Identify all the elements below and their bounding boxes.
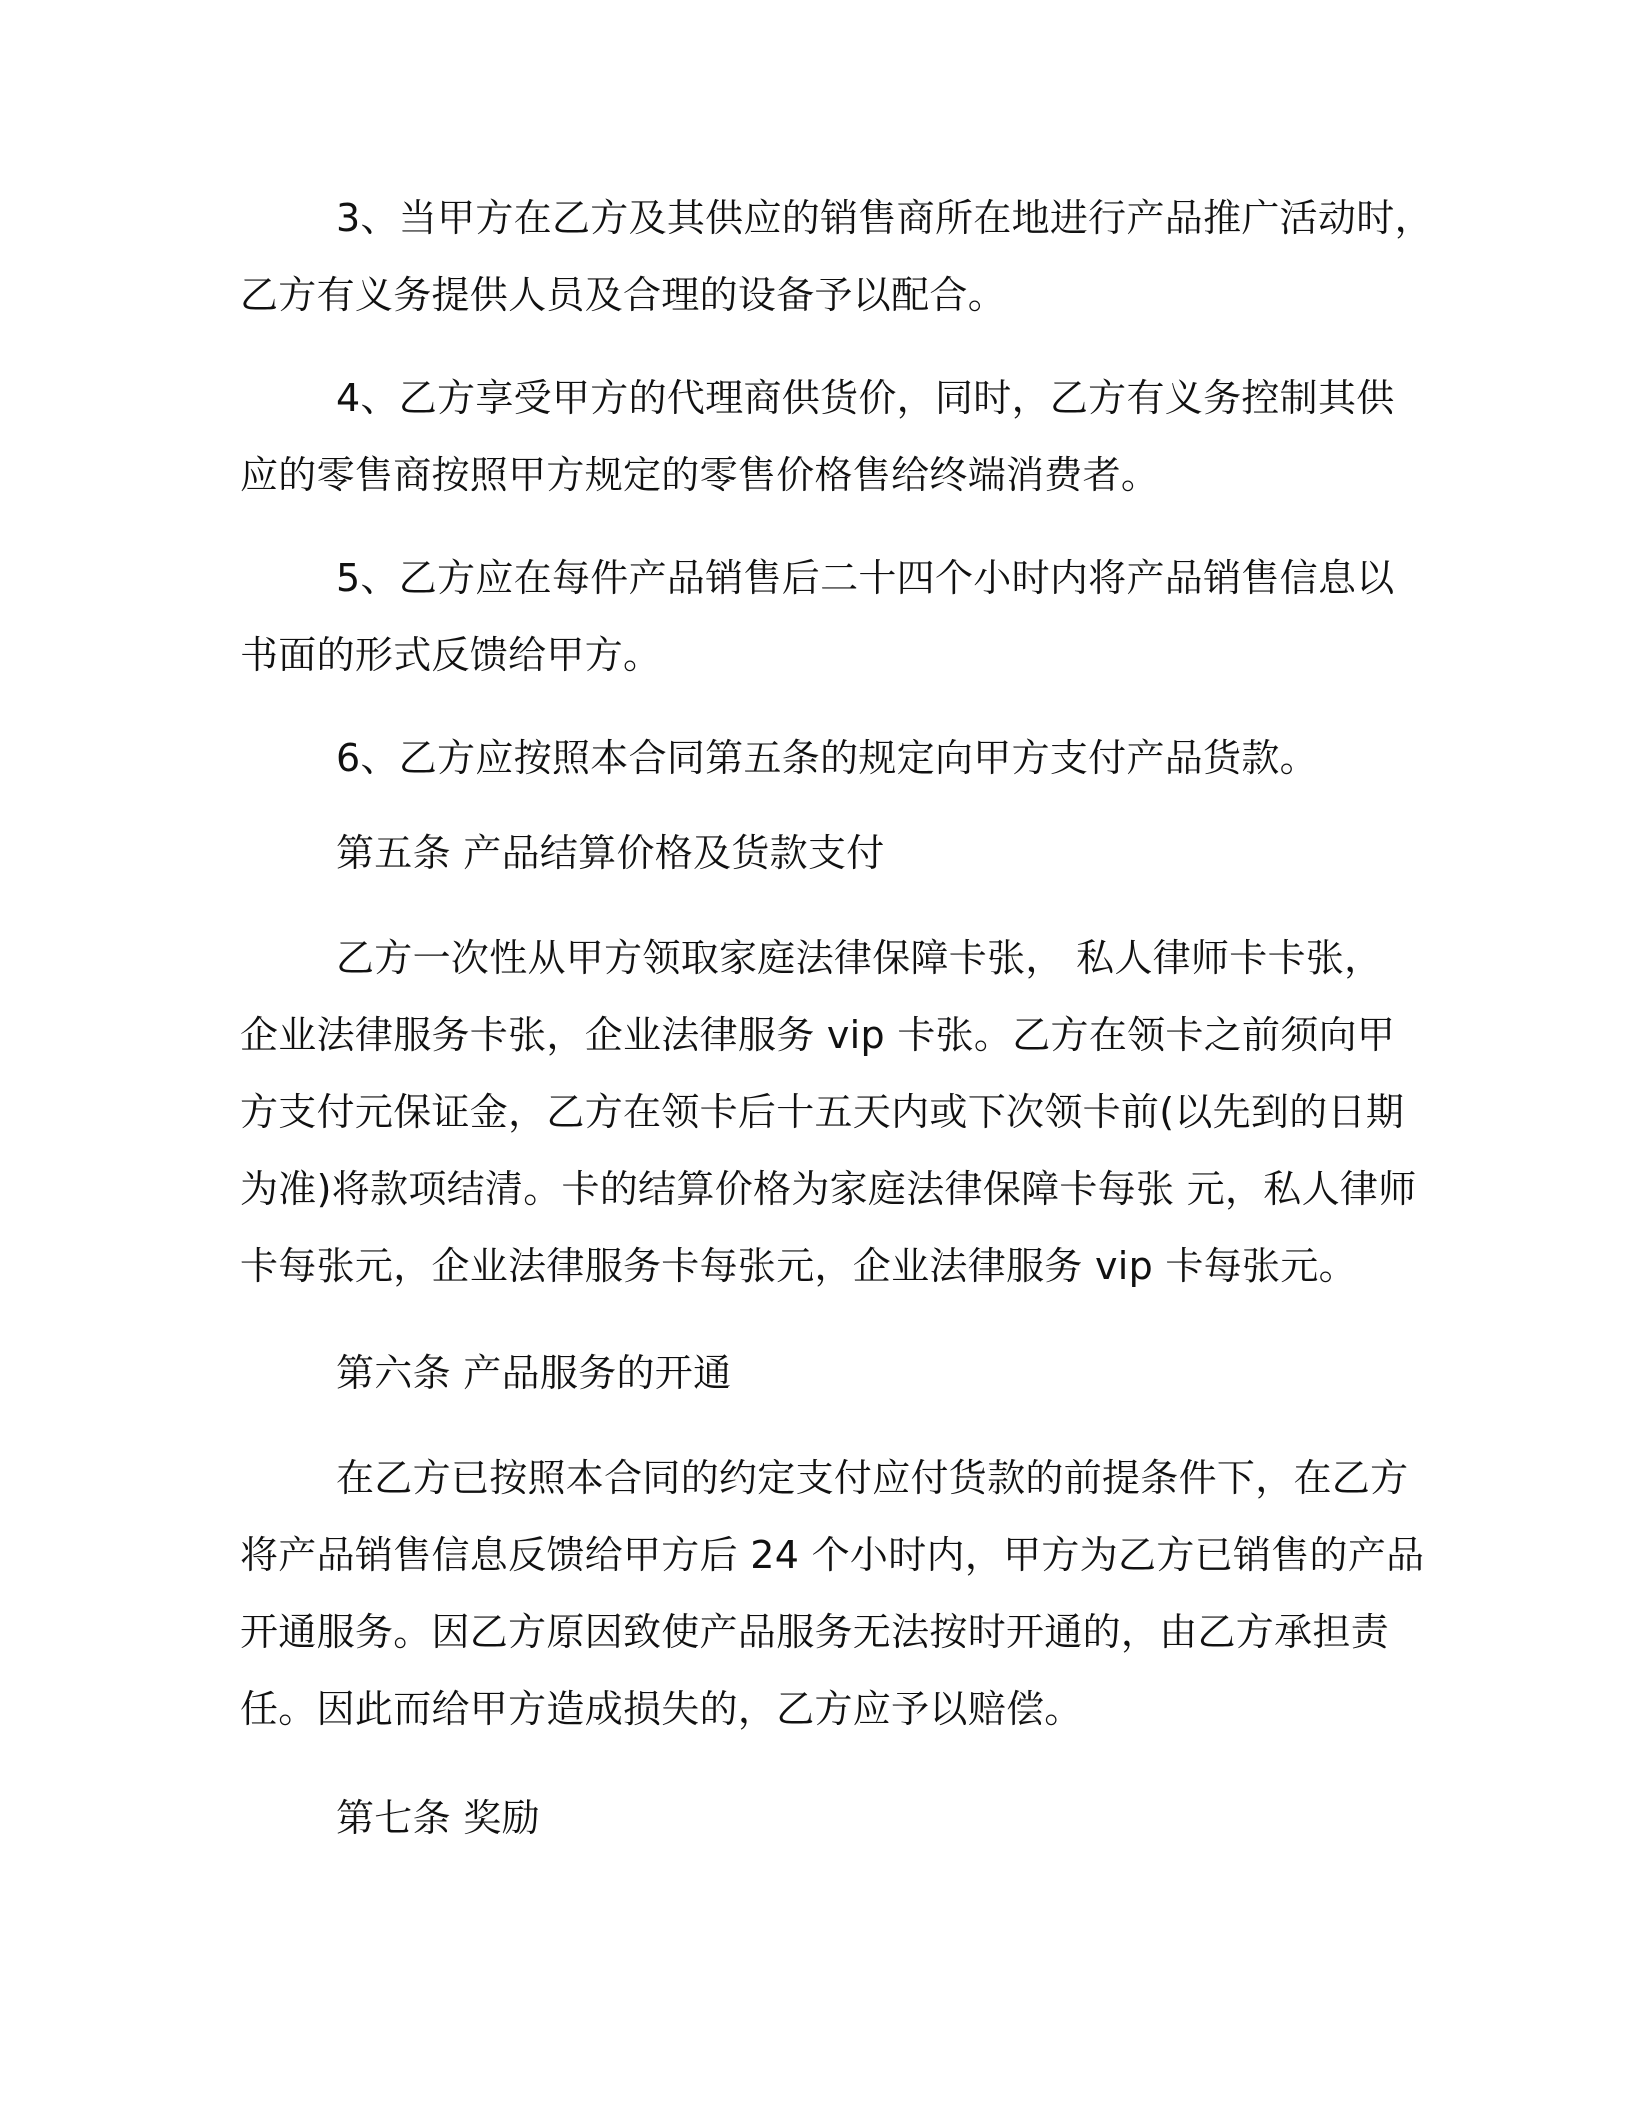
text-line: 在乙方已按照本合同的约定支付应付货款的前提条件下，在乙方 [336, 1456, 1409, 1500]
article-7-heading [240, 1780, 1390, 1857]
text-line: 乙方有义务提供人员及合理的设备予以配合。 [240, 273, 1007, 317]
text-line: 将产品销售信息反馈给甲方后 24 个小时内，甲方为乙方已销售的产品 [240, 1533, 1425, 1577]
text-line: 6、乙方应按照本合同第五条的规定向甲方支付产品货款。 [336, 736, 1318, 780]
clause-3 [240, 180, 1433, 334]
clause-4 [240, 360, 1395, 514]
text-line: 5、乙方应在每件产品销售后二十四个小时内将产品销售信息以 [336, 556, 1395, 600]
article-5-heading [240, 815, 1390, 892]
text-line: 3、当甲方在乙方及其供应的销售商所在地进行产品推广活动时， [336, 196, 1433, 240]
article-6-heading [240, 1335, 1390, 1412]
text-line: 开通服务。因乙方原因致使产品服务无法按时开通的，由乙方承担责 [240, 1610, 1390, 1654]
section-heading: 第七条 奖励 [336, 1796, 540, 1840]
article-6-body [240, 1440, 1425, 1748]
clause-5 [240, 540, 1395, 694]
text-line: 乙方一次性从甲方领取家庭法律保障卡张， 私人律师卡卡张， [336, 936, 1383, 980]
text-line: 方支付元保证金，乙方在领卡后十五天内或下次领卡前(以先到的日期 [240, 1090, 1405, 1134]
clause-6 [240, 720, 1390, 797]
text-line: 任。因此而给甲方造成损失的，乙方应予以赔偿。 [240, 1687, 1083, 1731]
text-line: 企业法律服务卡张，企业法律服务 vip 卡张。乙方在领卡之前须向甲 [240, 1013, 1396, 1057]
section-heading: 第六条 产品服务的开通 [336, 1351, 732, 1395]
article-5-body [240, 920, 1417, 1305]
section-heading: 第五条 产品结算价格及货款支付 [336, 831, 885, 875]
text-line: 书面的形式反馈给甲方。 [240, 633, 662, 677]
text-line: 卡每张元，企业法律服务卡每张元，企业法律服务 vip 卡每张元。 [240, 1244, 1357, 1288]
text-line: 4、乙方享受甲方的代理商供货价，同时，乙方有义务控制其供 [336, 376, 1395, 420]
text-line: 为准)将款项结清。卡的结算价格为家庭法律保障卡每张 元，私人律师 [240, 1167, 1417, 1211]
text-line: 应的零售商按照甲方规定的零售价格售给终端消费者。 [240, 453, 1160, 497]
